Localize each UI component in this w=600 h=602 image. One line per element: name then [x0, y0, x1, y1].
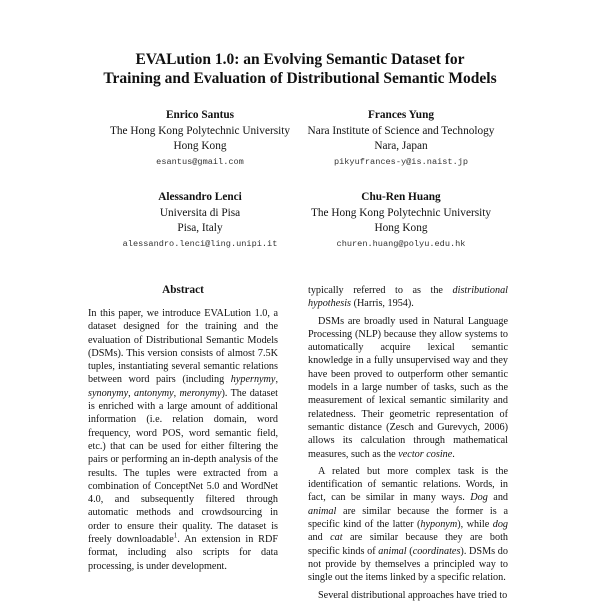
intro-paragraph-2	[308, 315, 508, 461]
author-block-lenci	[100, 190, 300, 252]
author-email: alessandro.lenci@ling.unipi.it	[122, 238, 278, 249]
body-text: .	[452, 448, 455, 460]
body-text: A related but more complex task is the identification of semantic relations. Words, in fact, can be similar in many ways.	[308, 465, 508, 504]
author-name: Alessandro Lenci	[158, 191, 242, 203]
abstract-text: . An extension in RDF format, including also scripts for data processing, is under development.	[88, 534, 278, 572]
intro-column	[308, 284, 508, 602]
author-email: churen.huang@polyu.edu.hk	[336, 238, 466, 249]
term-animal: animal	[378, 545, 407, 557]
intro-paragraph-1	[308, 284, 508, 311]
author-name: Enrico Santus	[165, 109, 235, 121]
abstract-paragraph	[88, 307, 278, 573]
author-block-yung	[296, 108, 506, 170]
author-location: Hong Kong	[173, 140, 227, 152]
body-text: ), while	[457, 519, 493, 531]
body-text: are similar because they are both specific kinds of	[308, 532, 508, 557]
term-dog: Dog	[470, 492, 488, 504]
separator: ,	[275, 374, 278, 386]
author-name: Chu-Ren Huang	[361, 191, 441, 203]
author-block-santus	[100, 108, 300, 170]
footnote-marker: 1	[173, 531, 178, 540]
author-email: esantus@gmail.com	[156, 156, 244, 167]
author-location: Nara, Japan	[374, 140, 428, 152]
author-location: Hong Kong	[374, 222, 428, 234]
intro-paragraph-4: Several distributional approaches have tried to	[318, 589, 508, 601]
term-antonymy: antonymy	[134, 387, 174, 399]
author-location: Pisa, Italy	[177, 222, 223, 234]
author-affiliation: The Hong Kong Polytechnic University	[109, 124, 291, 137]
body-text: (Harris, 1954).	[351, 298, 414, 310]
body-text: and	[308, 532, 331, 544]
term-meronymy: meronymy	[179, 387, 222, 399]
term-vector-cosine: vector cosine	[398, 448, 453, 460]
term-hypernymy: hypernymy	[230, 374, 276, 386]
body-text: and	[487, 492, 509, 504]
author-email: pikyufrances-y@is.naist.jp	[333, 156, 469, 167]
body-text: typically referred to as the	[308, 285, 453, 296]
title-line-1: EVALution 1.0: an Evolving Semantic Dataset for	[135, 51, 465, 68]
separator: ,	[128, 387, 135, 399]
paper-title	[0, 50, 600, 88]
body-text: ). DSMs do not provide by themselves a principled way to single out the items linked by a specific relation.	[308, 545, 508, 584]
term-cat: cat	[330, 532, 343, 544]
abstract-text: ). The dataset is enriched with a large amount of additional information (i.e. relation domain, word frequency, word POS, word semantic field, etc.) that can be used for either filtering the pairs or performing an in-depth analysis of the results. The tuples were extracted from a combination of ConceptNet 5.0 and WordNet 4.0, and subsequently filtered through automatic methods and crowdsourcing in order to ensure their quality. The dataset is freely downloadable	[88, 387, 278, 546]
abstract-heading: Abstract	[162, 284, 204, 296]
abstract-text: In this paper, we introduce EVALution 1.0, a dataset designed for the training and the evaluation of Distributional Semantic Models (DSMs). This version consists of almost 7.5K tuples, instantiating several semantic relations between word pairs (including	[88, 308, 278, 386]
term-synonymy: synonymy	[88, 387, 129, 399]
term-dog: dog	[492, 519, 508, 531]
abstract-column	[88, 307, 278, 573]
separator: ,	[173, 387, 180, 399]
term-hyponym: hyponym	[420, 519, 458, 531]
term-distributional-hypothesis: distributional hypothesis	[308, 285, 508, 310]
author-affiliation: The Hong Kong Polytechnic University	[310, 206, 492, 219]
body-text: DSMs are broadly used in Natural Language Processing (NLP) because they allow systems to automatically acquire lexical semantic knowledge in a fully unsupervised way and they have been proved to outperform other semantic models in a large number of tasks, such as the measurement of lexical semantic similarity and relatedness. Their geometric representation of semantic distance (Zesch and Gurevych, 2006) allows its calculation through mathematical measures, such as the	[308, 315, 508, 460]
term-coordinates: coordinates	[412, 545, 461, 557]
intro-paragraph-3	[308, 465, 508, 585]
author-block-huang	[296, 190, 506, 252]
body-text: (	[406, 545, 413, 557]
author-affiliation: Universita di Pisa	[159, 206, 241, 219]
author-affiliation: Nara Institute of Science and Technology	[307, 124, 495, 137]
author-name: Frances Yung	[367, 109, 434, 121]
body-text: are similar because the former is a specific kind of the latter (	[308, 505, 508, 531]
term-animal: animal	[308, 505, 337, 517]
title-line-2: Training and Evaluation of Distributional Semantic Models	[103, 70, 497, 87]
